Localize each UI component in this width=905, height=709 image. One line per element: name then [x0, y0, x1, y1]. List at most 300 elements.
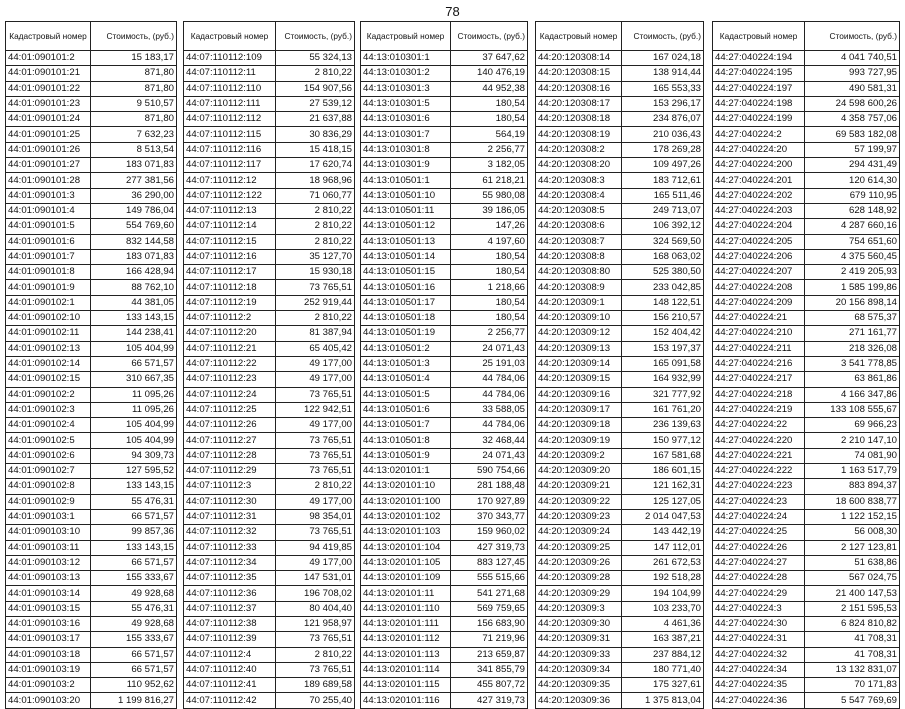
cadastral-number-cell: 44:07:110112:18	[184, 280, 276, 295]
table-row	[536, 555, 704, 570]
table-row	[536, 509, 704, 524]
cadastral-number-cell: 44:01:090102:13	[6, 341, 91, 356]
table-row	[713, 693, 900, 708]
cost-cell: 149 786,04	[91, 203, 177, 218]
cadastral-number-cell: 44:01:090102:1	[6, 295, 91, 310]
table-row	[361, 647, 528, 662]
table-row	[184, 616, 355, 631]
cost-cell: 569 759,65	[451, 601, 528, 616]
table-row	[184, 647, 355, 662]
cadastral-number-cell: 44:01:090101:28	[6, 173, 91, 188]
cadastral-number-cell: 44:13:020101:1	[361, 464, 451, 479]
cost-cell: 153 197,37	[622, 341, 704, 356]
table-row	[713, 540, 900, 555]
cost-cell: 133 108 555,67	[805, 402, 900, 417]
cadastral-number-cell: 44:01:090101:26	[6, 142, 91, 157]
cost-cell: 94 419,85	[276, 540, 355, 555]
cadastral-number-cell: 44:01:090103:11	[6, 540, 91, 555]
table-row	[6, 448, 177, 463]
table-row	[713, 51, 900, 66]
cadastral-number-cell: 44:27:040224:34	[713, 662, 805, 677]
cost-cell: 564,19	[451, 127, 528, 142]
cost-cell: 192 518,28	[622, 571, 704, 586]
cadastral-number-cell: 44:01:090101:27	[6, 158, 91, 173]
cadastral-number-cell: 44:01:090103:19	[6, 662, 91, 677]
cadastral-number-cell: 44:27:040224:36	[713, 693, 805, 708]
cost-cell: 61 218,21	[451, 173, 528, 188]
cost-cell: 55 324,13	[276, 51, 355, 66]
cost-cell: 1 218,66	[451, 280, 528, 295]
table-row	[713, 372, 900, 387]
table-row	[713, 571, 900, 586]
cost-cell: 7 632,23	[91, 127, 177, 142]
header-cost: Стоимость, (руб.)	[276, 22, 355, 51]
cadastral-number-cell: 44:20:120308:17	[536, 96, 622, 111]
cadastral-number-cell: 44:13:010501:9	[361, 448, 451, 463]
cadastral-number-cell: 44:07:110112:110	[184, 81, 276, 96]
table-row	[536, 219, 704, 234]
cadastral-number-cell: 44:07:110112:26	[184, 418, 276, 433]
cost-cell: 99 857,36	[91, 525, 177, 540]
cadastral-number-cell: 44:27:040224:209	[713, 295, 805, 310]
table-row	[184, 433, 355, 448]
cadastral-number-cell: 44:20:120308:7	[536, 234, 622, 249]
cost-cell: 455 807,72	[451, 678, 528, 693]
cost-cell: 271 161,77	[805, 326, 900, 341]
cadastral-number-cell: 44:13:010501:6	[361, 402, 451, 417]
cost-cell: 6 824 810,82	[805, 616, 900, 631]
cost-cell: 15 183,17	[91, 51, 177, 66]
table-row	[6, 586, 177, 601]
cadastral-number-cell: 44:07:110112:30	[184, 494, 276, 509]
cadastral-number-cell: 44:01:090103:2	[6, 678, 91, 693]
cadastral-number-cell: 44:07:110112:32	[184, 525, 276, 540]
cost-cell: 65 405,42	[276, 341, 355, 356]
cadastral-table-3	[360, 21, 528, 709]
table-row	[6, 295, 177, 310]
table-row	[184, 112, 355, 127]
table-row	[536, 647, 704, 662]
cost-cell: 73 765,51	[276, 433, 355, 448]
cost-cell: 18 968,96	[276, 173, 355, 188]
cadastral-table-1	[5, 21, 177, 709]
table-row	[361, 356, 528, 371]
cadastral-number-cell: 44:20:120309:21	[536, 479, 622, 494]
table-row	[713, 249, 900, 264]
cadastral-number-cell: 44:07:110112:13	[184, 203, 276, 218]
header-cadastral-number: Кадастровый номер	[184, 22, 276, 51]
cadastral-number-cell: 44:01:090103:10	[6, 525, 91, 540]
table-row	[361, 494, 528, 509]
cost-cell: 871,80	[91, 81, 177, 96]
cadastral-number-cell: 44:20:120309:23	[536, 509, 622, 524]
table-row	[536, 265, 704, 280]
cadastral-number-cell: 44:07:110112:19	[184, 295, 276, 310]
table-row	[6, 66, 177, 81]
cadastral-number-cell: 44:27:040224:31	[713, 632, 805, 647]
table-row	[6, 265, 177, 280]
cadastral-number-cell: 44:07:110112:109	[184, 51, 276, 66]
cost-cell: 261 672,53	[622, 555, 704, 570]
cost-cell: 147 112,01	[622, 540, 704, 555]
table-row	[536, 693, 704, 708]
cadastral-number-cell: 44:07:110112:14	[184, 219, 276, 234]
cost-cell: 32 468,44	[451, 433, 528, 448]
table-row	[361, 127, 528, 142]
cadastral-number-cell: 44:13:020101:10	[361, 479, 451, 494]
cadastral-number-cell: 44:27:040224:206	[713, 249, 805, 264]
table-row	[361, 479, 528, 494]
cadastral-number-cell: 44:27:040224:223	[713, 479, 805, 494]
cost-cell: 122 942,51	[276, 402, 355, 417]
table-row	[184, 219, 355, 234]
cost-cell: 66 571,57	[91, 555, 177, 570]
cost-cell: 66 571,57	[91, 662, 177, 677]
table-row	[713, 418, 900, 433]
table-row	[361, 265, 528, 280]
cost-cell: 121 162,31	[622, 479, 704, 494]
table-row	[361, 693, 528, 708]
cost-cell: 37 647,62	[451, 51, 528, 66]
cadastral-number-cell: 44:20:120308:16	[536, 81, 622, 96]
table-row	[361, 616, 528, 631]
cost-cell: 883 894,37	[805, 479, 900, 494]
table-row	[361, 51, 528, 66]
cost-cell: 20 156 898,14	[805, 295, 900, 310]
cost-cell: 133 143,15	[91, 311, 177, 326]
cadastral-number-cell: 44:07:110112:3	[184, 479, 276, 494]
table-row	[536, 356, 704, 371]
table-row	[6, 402, 177, 417]
cost-cell: 167 024,18	[622, 51, 704, 66]
table-row	[184, 632, 355, 647]
table-row	[713, 387, 900, 402]
cost-cell: 11 095,26	[91, 387, 177, 402]
cost-cell: 147,26	[451, 219, 528, 234]
cost-cell: 71 219,96	[451, 632, 528, 647]
table-row	[713, 479, 900, 494]
cost-cell: 180,54	[451, 112, 528, 127]
cost-cell: 21 637,88	[276, 112, 355, 127]
table-row	[713, 112, 900, 127]
table-row	[6, 678, 177, 693]
table-row	[6, 280, 177, 295]
table-row	[6, 387, 177, 402]
table-row	[184, 341, 355, 356]
table-row	[536, 525, 704, 540]
cadastral-number-cell: 44:01:090102:3	[6, 402, 91, 417]
cost-cell: 2 810,22	[276, 219, 355, 234]
cadastral-number-cell: 44:01:090101:21	[6, 66, 91, 81]
cadastral-number-cell: 44:27:040224:204	[713, 219, 805, 234]
cadastral-number-cell: 44:13:010501:11	[361, 203, 451, 218]
cadastral-number-cell: 44:20:120309:3	[536, 601, 622, 616]
cost-cell: 8 513,54	[91, 142, 177, 157]
table-row	[6, 662, 177, 677]
table-row	[184, 96, 355, 111]
table-row	[184, 51, 355, 66]
table-row	[6, 96, 177, 111]
table-row	[536, 81, 704, 96]
header-cost: Стоимость, (руб.)	[805, 22, 900, 51]
cadastral-number-cell: 44:13:020101:114	[361, 662, 451, 677]
table-row	[361, 142, 528, 157]
cost-cell: 73 765,51	[276, 387, 355, 402]
cadastral-number-cell: 44:13:010501:7	[361, 418, 451, 433]
cost-cell: 170 927,89	[451, 494, 528, 509]
table-row	[184, 586, 355, 601]
table-row	[361, 372, 528, 387]
table-row	[713, 494, 900, 509]
cadastral-number-cell: 44:13:010501:8	[361, 433, 451, 448]
cadastral-number-cell: 44:07:110112:35	[184, 571, 276, 586]
table-row	[536, 571, 704, 586]
cadastral-number-cell: 44:27:040224:3	[713, 601, 805, 616]
table-row	[713, 219, 900, 234]
cadastral-number-cell: 44:01:090102:4	[6, 418, 91, 433]
cadastral-number-cell: 44:07:110112:115	[184, 127, 276, 142]
cost-cell: 277 381,56	[91, 173, 177, 188]
cadastral-number-cell: 44:07:110112:34	[184, 555, 276, 570]
cost-cell: 27 539,12	[276, 96, 355, 111]
cadastral-number-cell: 44:27:040224:198	[713, 96, 805, 111]
table-row	[713, 678, 900, 693]
cadastral-number-cell: 44:27:040224:27	[713, 555, 805, 570]
cadastral-number-cell: 44:13:010301:2	[361, 66, 451, 81]
cost-cell: 105 404,99	[91, 418, 177, 433]
cadastral-number-cell: 44:20:120309:2	[536, 448, 622, 463]
cadastral-number-cell: 44:20:120309:13	[536, 341, 622, 356]
cadastral-number-cell: 44:13:020101:11	[361, 586, 451, 601]
cadastral-number-cell: 44:20:120308:14	[536, 51, 622, 66]
cadastral-number-cell: 44:07:110112:27	[184, 433, 276, 448]
table-row	[184, 448, 355, 463]
cadastral-number-cell: 44:27:040224:222	[713, 464, 805, 479]
table-row	[6, 81, 177, 96]
table-row	[536, 127, 704, 142]
table-row	[361, 387, 528, 402]
cost-cell: 525 380,50	[622, 265, 704, 280]
cadastral-number-cell: 44:07:110112:28	[184, 448, 276, 463]
cadastral-number-cell: 44:07:110112:24	[184, 387, 276, 402]
cadastral-number-cell: 44:01:090103:14	[6, 586, 91, 601]
cadastral-number-cell: 44:01:090103:12	[6, 555, 91, 570]
table-row	[536, 188, 704, 203]
cadastral-number-cell: 44:13:010301:9	[361, 158, 451, 173]
cost-cell: 310 667,35	[91, 372, 177, 387]
cost-cell: 33 588,05	[451, 402, 528, 417]
cadastral-number-cell: 44:27:040224:35	[713, 678, 805, 693]
cost-cell: 155 333,67	[91, 632, 177, 647]
page-number: 78	[445, 4, 460, 19]
cadastral-number-cell: 44:13:010301:1	[361, 51, 451, 66]
cost-cell: 164 932,99	[622, 372, 704, 387]
cost-cell: 165 511,46	[622, 188, 704, 203]
cadastral-number-cell: 44:20:120309:30	[536, 616, 622, 631]
cadastral-number-cell: 44:13:020101:116	[361, 693, 451, 708]
cadastral-number-cell: 44:07:110112:112	[184, 112, 276, 127]
cadastral-number-cell: 44:07:110112:36	[184, 586, 276, 601]
cadastral-number-cell: 44:13:010501:19	[361, 326, 451, 341]
cadastral-number-cell: 44:13:010301:6	[361, 112, 451, 127]
cost-cell: 236 139,63	[622, 418, 704, 433]
table-row	[6, 616, 177, 631]
table-row	[536, 96, 704, 111]
cost-cell: 370 343,77	[451, 509, 528, 524]
cost-cell: 18 600 838,77	[805, 494, 900, 509]
table-row	[184, 81, 355, 96]
cadastral-number-cell: 44:27:040224:26	[713, 540, 805, 555]
table-row	[184, 295, 355, 310]
cost-cell: 56 008,30	[805, 525, 900, 540]
table-row	[361, 234, 528, 249]
cadastral-number-cell: 44:27:040224:218	[713, 387, 805, 402]
cadastral-number-cell: 44:27:040224:30	[713, 616, 805, 631]
cadastral-number-cell: 44:07:110112:12	[184, 173, 276, 188]
cost-cell: 55 980,08	[451, 188, 528, 203]
cost-cell: 120 614,30	[805, 173, 900, 188]
cost-cell: 234 876,07	[622, 112, 704, 127]
cost-cell: 73 765,51	[276, 280, 355, 295]
table-row	[361, 433, 528, 448]
table-row	[361, 402, 528, 417]
header-cadastral-number: Кадастровый номер	[6, 22, 91, 51]
table-row	[536, 51, 704, 66]
cost-cell: 1 585 199,86	[805, 280, 900, 295]
cadastral-number-cell: 44:07:110112:4	[184, 647, 276, 662]
table-row	[536, 586, 704, 601]
cost-cell: 73 765,51	[276, 632, 355, 647]
table-row	[361, 219, 528, 234]
cadastral-number-cell: 44:27:040224:32	[713, 647, 805, 662]
cost-cell: 178 269,28	[622, 142, 704, 157]
cost-cell: 44 784,06	[451, 372, 528, 387]
cost-cell: 2 810,22	[276, 647, 355, 662]
cadastral-number-cell: 44:20:120309:24	[536, 525, 622, 540]
cadastral-number-cell: 44:20:120309:33	[536, 647, 622, 662]
cadastral-number-cell: 44:20:120309:15	[536, 372, 622, 387]
cost-cell: 140 476,19	[451, 66, 528, 81]
table-row	[6, 158, 177, 173]
cadastral-number-cell: 44:01:090102:9	[6, 494, 91, 509]
table-row	[184, 387, 355, 402]
cost-cell: 180,54	[451, 265, 528, 280]
table-row	[6, 494, 177, 509]
cost-cell: 168 063,02	[622, 249, 704, 264]
cost-cell: 103 233,70	[622, 601, 704, 616]
table-row	[536, 341, 704, 356]
cost-cell: 159 960,02	[451, 525, 528, 540]
cadastral-number-cell: 44:27:040224:203	[713, 203, 805, 218]
cost-cell: 1 163 517,79	[805, 464, 900, 479]
table-row	[361, 601, 528, 616]
cost-cell: 9 510,57	[91, 96, 177, 111]
cost-cell: 2 810,22	[276, 66, 355, 81]
cadastral-number-cell: 44:13:010501:13	[361, 234, 451, 249]
cadastral-number-cell: 44:01:090102:7	[6, 464, 91, 479]
cost-cell: 163 387,21	[622, 632, 704, 647]
cadastral-number-cell: 44:20:120308:80	[536, 265, 622, 280]
table-row	[6, 142, 177, 157]
cost-cell: 63 861,86	[805, 372, 900, 387]
table-row	[536, 387, 704, 402]
cadastral-number-cell: 44:01:090102:10	[6, 311, 91, 326]
cadastral-number-cell: 44:07:110112:42	[184, 693, 276, 708]
cost-cell: 3 541 778,85	[805, 356, 900, 371]
cadastral-number-cell: 44:01:090101:5	[6, 219, 91, 234]
table-row	[713, 341, 900, 356]
cost-cell: 143 442,19	[622, 525, 704, 540]
table-row	[6, 418, 177, 433]
cadastral-number-cell: 44:13:010501:1	[361, 173, 451, 188]
cost-cell: 49 177,00	[276, 555, 355, 570]
cadastral-number-cell: 44:07:110112:33	[184, 540, 276, 555]
cadastral-number-cell: 44:13:020101:113	[361, 647, 451, 662]
cadastral-table-4	[535, 21, 704, 709]
cadastral-number-cell: 44:20:120309:1	[536, 295, 622, 310]
cost-cell: 155 333,67	[91, 571, 177, 586]
cadastral-number-cell: 44:27:040224:29	[713, 586, 805, 601]
table-row	[184, 234, 355, 249]
cadastral-number-cell: 44:07:110112:2	[184, 311, 276, 326]
cost-cell: 36 290,00	[91, 188, 177, 203]
table-row	[713, 127, 900, 142]
cadastral-number-cell: 44:07:110112:122	[184, 188, 276, 203]
cadastral-number-cell: 44:27:040224:21	[713, 311, 805, 326]
cadastral-number-cell: 44:13:010501:5	[361, 387, 451, 402]
cost-cell: 66 571,57	[91, 647, 177, 662]
cadastral-number-cell: 44:01:090102:6	[6, 448, 91, 463]
cadastral-number-cell: 44:20:120309:12	[536, 326, 622, 341]
header-cadastral-number: Кадастровый номер	[361, 22, 451, 51]
cadastral-number-cell: 44:13:020101:103	[361, 525, 451, 540]
cost-cell: 3 182,05	[451, 158, 528, 173]
table-row	[361, 586, 528, 601]
cost-cell: 25 191,03	[451, 356, 528, 371]
cost-cell: 249 713,07	[622, 203, 704, 218]
cost-cell: 2 810,22	[276, 234, 355, 249]
cadastral-number-cell: 44:27:040224:211	[713, 341, 805, 356]
table-row	[713, 188, 900, 203]
table-row	[361, 280, 528, 295]
cadastral-number-cell: 44:27:040224:207	[713, 265, 805, 280]
cadastral-number-cell: 44:20:120309:25	[536, 540, 622, 555]
table-row	[713, 142, 900, 157]
table-row	[713, 464, 900, 479]
table-row	[184, 280, 355, 295]
table-row	[713, 356, 900, 371]
cadastral-number-cell: 44:13:010501:12	[361, 219, 451, 234]
table-row	[713, 234, 900, 249]
cadastral-number-cell: 44:27:040224:195	[713, 66, 805, 81]
cadastral-number-cell: 44:13:020101:110	[361, 601, 451, 616]
cost-cell: 252 919,44	[276, 295, 355, 310]
table-row	[361, 81, 528, 96]
cost-cell: 180,54	[451, 249, 528, 264]
cadastral-number-cell: 44:27:040224:219	[713, 402, 805, 417]
cost-cell: 161 761,20	[622, 402, 704, 417]
table-row	[713, 173, 900, 188]
cost-cell: 2 810,22	[276, 479, 355, 494]
cost-cell: 156 210,57	[622, 311, 704, 326]
table-row	[361, 96, 528, 111]
cadastral-number-cell: 44:07:110112:116	[184, 142, 276, 157]
table-row	[361, 678, 528, 693]
table-row	[536, 372, 704, 387]
table-row	[184, 479, 355, 494]
cadastral-number-cell: 44:01:090101:9	[6, 280, 91, 295]
cadastral-number-cell: 44:07:110112:111	[184, 96, 276, 111]
